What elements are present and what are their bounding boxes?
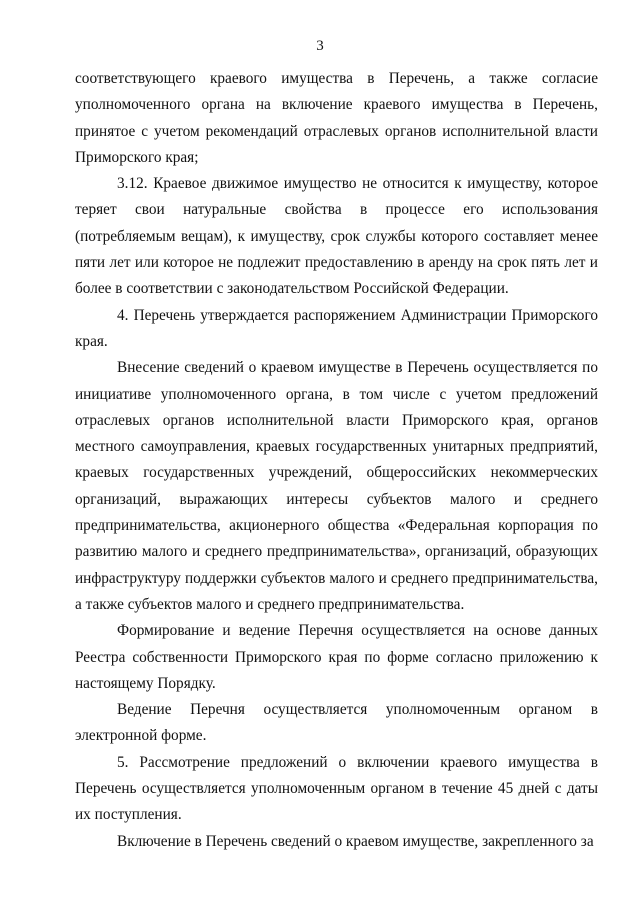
- paragraph-electronic-form: Ведение Перечня осуществляется уполномоченным органом в электронной форме.: [75, 701, 598, 745]
- paragraph-inclusion-initiative: Внесение сведений о краевом имуществе в Перечень осуществляется по инициативе уполномоченного органа, в том числе с учетом предложений отраслевых органов исполнительной власти Приморского края, органов местного самоуправления, краевых государственных унитарных предприятий, краевых государственных учреждений, общероссийских некоммерческих организаций, выражающих интересы субъектов малого и среднего предпринимательства, акционерного общества «Федеральная корпорация по развитию малого и среднего предпринимательства», организаций, образующих инфраструктуру поддержки субъектов малого и среднего предпринимательства, а также субъектов малого и среднего предпринимательства.: [75, 359, 598, 613]
- paragraph-continuation: соответствующего краевого имущества в Перечень, а также согласие уполномоченного органа на включение краевого имущества в Перечень, принятое с учетом рекомендаций отраслевых органов исполнительной власти Приморского края;: [75, 70, 598, 166]
- page-number: 3: [316, 38, 324, 54]
- paragraph-formation: Формирование и ведение Перечня осуществляется на основе данных Реестра собственности Приморского края по форме согласно приложению к настоящему Порядку.: [75, 622, 598, 692]
- paragraph-inclusion-assigned: Включение в Перечень сведений о краевом имуществе, закрепленного за: [117, 832, 594, 850]
- paragraph-4: 4. Перечень утверждается распоряжением Администрации Приморского края.: [75, 306, 598, 350]
- document-body: [75, 66, 598, 855]
- paragraph-5: 5. Рассмотрение предложений о включении краевого имущества в Перечень осуществляется уполномоченным органом в течение 45 дней с даты их поступления.: [75, 753, 598, 824]
- paragraph-3-12: 3.12. Краевое движимое имущество не относится к имуществу, которое теряет свои натуральные свойства в процессе его использования (потребляемым вещам), к имуществу, срок службы которого составляет менее пяти лет или которое не подлежит предоставлению в аренду на срок пять лет и более в соответствии с законодательством Российской Федерации.: [75, 175, 598, 298]
